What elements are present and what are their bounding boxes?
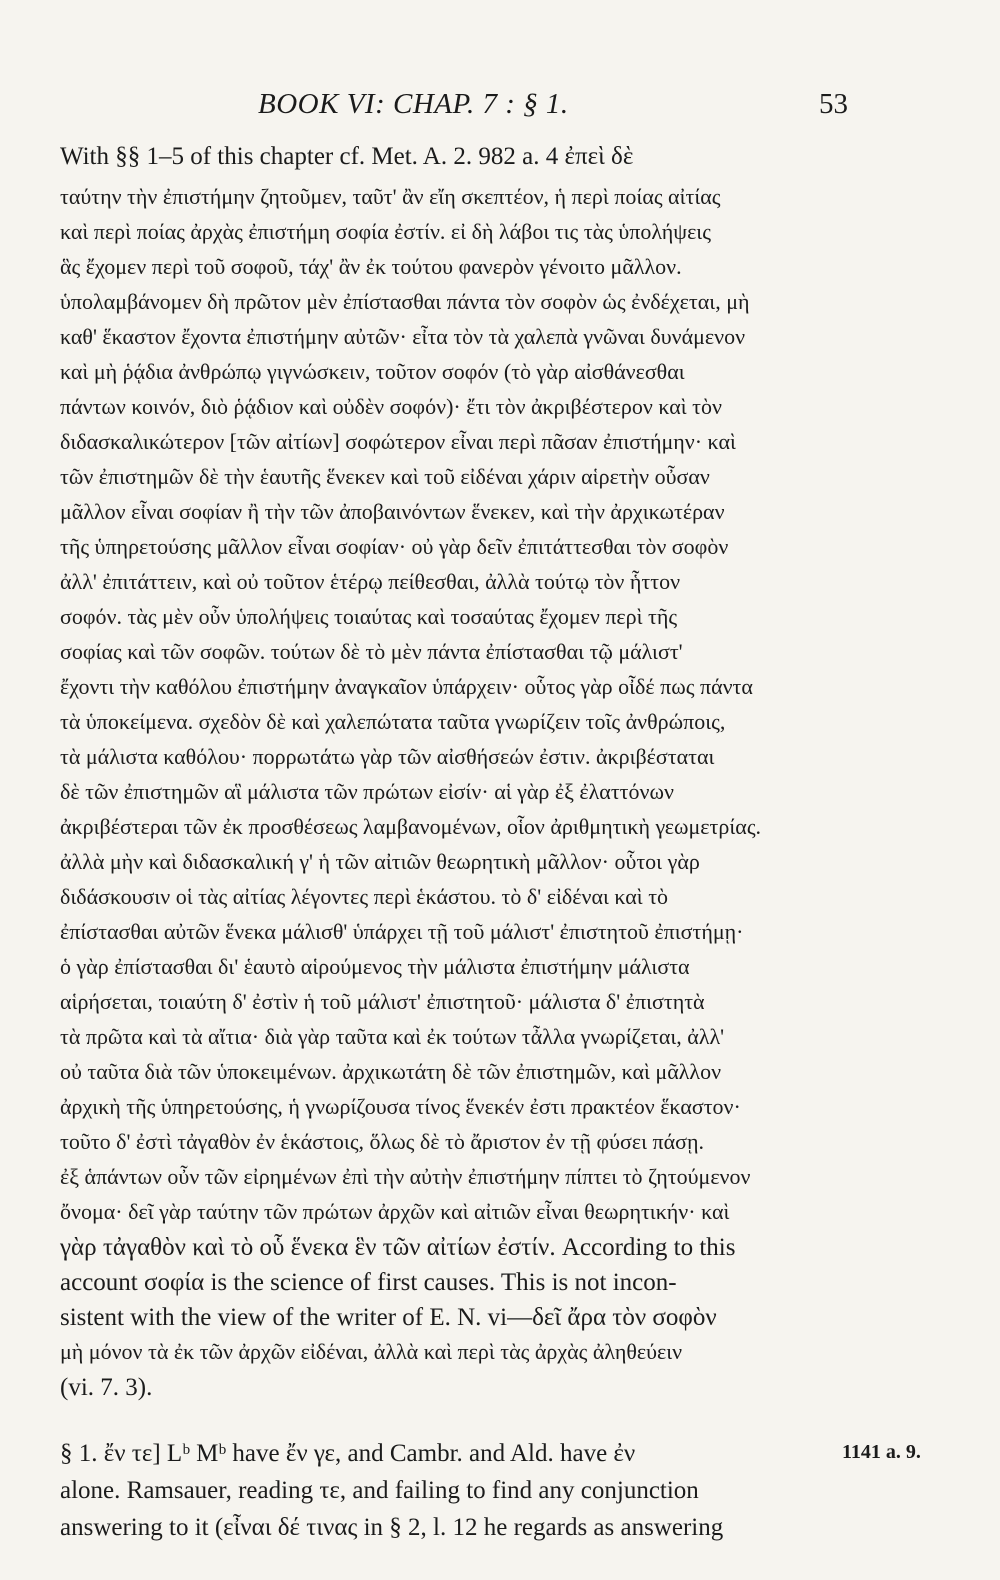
commentary-line: ἃς ἔχομεν περὶ τοῦ σοφοῦ, τάχ' ἂν ἐκ τούτου φανερὸν γένοιτο μᾶλλον. <box>60 254 682 279</box>
commentary-line: ἀλλ' ἐπιτάττειν, καὶ οὐ τοῦτον ἑτέρῳ πείθεσθαι, ἀλλὰ τούτῳ τὸν ἧττον <box>60 569 681 594</box>
commentary-line: μᾶλλον εἶναι σοφίαν ἢ τὴν τῶν ἀποβαινόντων ἕνεκεν, καὶ τὴν ἀρχικωτέραν <box>60 499 725 524</box>
commentary-line: δὲ τῶν ἐπιστημῶν αἳ μάλιστα τῶν πρώτων εἰσίν· αἱ γὰρ ἐξ ἐλαττόνων <box>60 779 674 804</box>
commentary-line: τὰ πρῶτα καὶ τὰ αἴτια· διὰ γὰρ ταῦτα καὶ ἐκ τούτων τἆλλα γνωρίζεται, ἀλλ' <box>60 1024 725 1049</box>
commentary-line: ταύτην τὴν ἐπιστήμην ζητοῦμεν, ταῦτ' ἂν εἴη σκεπτέον, ἡ περὶ ποίας αἰτίας <box>60 184 721 209</box>
commentary-line: ὄνομα· δεῖ γὰρ ταύτην τῶν πρώτων ἀρχῶν καὶ αἰτιῶν εἶναι θεωρητικήν· καὶ <box>60 1199 730 1224</box>
commentary-line: ἐπίστασθαι αὐτῶν ἕνεκα μάλισθ' ὑπάρχει τῇ τοῦ μάλιστ' ἐπιστητοῦ ἐπιστήμῃ· <box>60 919 744 944</box>
commentary-line: ἀκριβέστεραι τῶν ἐκ προσθέσεως λαμβανομένων, οἷον ἀριθμητικὴ γεωμετρίας. <box>60 814 762 839</box>
chapter-heading: BOOK VI: CHAP. 7 : § 1. <box>258 88 569 120</box>
commentary-line: ὑπολαμβάνομεν δὴ πρῶτον μὲν ἐπίστασθαι πάντα τὸν σοφὸν ὡς ἐνδέχεται, μὴ <box>60 289 750 314</box>
note-line: answering to it (εἶναι δέ τινας in § 2, l. 12 he regards as answering <box>60 1514 724 1541</box>
commentary-line: τῶν ἐπιστημῶν δὲ τὴν ἑαυτῆς ἕνεκεν καὶ τοῦ εἰδέναι χάριν αἱρετὴν οὖσαν <box>60 464 710 489</box>
commentary-line: ἀλλὰ μὴν καὶ διδασκαλική γ' ἡ τῶν αἰτιῶν θεωρητικὴ μᾶλλον· οὗτοι γὰρ <box>60 849 700 874</box>
commentary-line: ὁ γὰρ ἐπίστασθαι δι' ἑαυτὸ αἱρούμενος τὴν μάλιστα ἐπιστήμην μάλιστα <box>60 954 690 979</box>
commentary-line: account σοφία is the science of first causes. This is not incon- <box>60 1269 677 1296</box>
commentary-line: γὰρ τἀγαθὸν καὶ τὸ οὗ ἕνεκα ἓν τῶν αἰτίων ἐστίν. According to this <box>60 1234 736 1261</box>
page-number: 53 <box>819 88 848 120</box>
note-line: alone. Ramsauer, reading τε, and failing to find any conjunction <box>60 1477 699 1504</box>
commentary-line: ἔχοντι τὴν καθόλου ἐπιστήμην ἀναγκαῖον ὑπάρχειν· οὗτος γὰρ οἶδέ πως πάντα <box>60 674 753 699</box>
commentary-line: καθ' ἕκαστον ἔχοντα ἐπιστήμην αὐτῶν· εἶτα τὸν τὰ χαλεπὰ γνῶναι δυνάμενον <box>60 324 746 349</box>
commentary-line: σοφόν. τὰς μὲν οὖν ὑπολήψεις τοιαύτας καὶ τοσαύτας ἔχομεν περὶ τῆς <box>60 604 678 629</box>
commentary-line: sistent with the view of the writer of E. N. vi—δεῖ ἄρα τὸν σοφὸν <box>60 1304 717 1331</box>
running-head <box>258 88 848 128</box>
commentary-line: τοῦτο δ' ἐστὶ τἀγαθὸν ἐν ἑκάστοις, ὅλως δὲ τὸ ἄριστον ἐν τῇ φύσει πάσῃ. <box>60 1129 705 1154</box>
commentary-line: τῆς ὑπηρετούσης μᾶλλον εἶναι σοφίαν· οὐ γὰρ δεῖν ἐπιτάττεσθαι τὸν σοφὸν <box>60 534 729 559</box>
commentary-line: ἐξ ἁπάντων οὖν τῶν εἰρημένων ἐπὶ τὴν αὐτὴν ἐπιστήμην πίπτει τὸ ζητούμενον <box>60 1164 751 1189</box>
commentary-line: With §§ 1–5 of this chapter cf. Met. A. 2. 982 a. 4 ἐπεὶ δὲ <box>60 143 634 170</box>
commentary-line: καὶ περὶ ποίας ἀρχὰς ἐπιστήμη σοφία ἐστίν. εἰ δὴ λάβοι τις τὰς ὑπολήψεις <box>60 219 711 244</box>
commentary-line: τὰ ὑποκείμενα. σχεδὸν δὲ καὶ χαλεπώτατα ταῦτα γνωρίζειν τοῖς ἀνθρώποις, <box>60 709 726 734</box>
commentary-line: διδασκαλικώτερον [τῶν αἰτίων] σοφώτερον εἶναι περὶ πᾶσαν ἐπιστήμην· καὶ <box>60 429 736 454</box>
commentary-line: ἀρχικὴ τῆς ὑπηρετούσης, ἡ γνωρίζουσα τίνος ἕνεκέν ἐστι πρακτέον ἕκαστον· <box>60 1094 741 1119</box>
note-line: § 1. ἔν τε] Lᵇ Mᵇ have ἔν γε, and Cambr. and Ald. have ἐν <box>60 1440 636 1467</box>
commentary-line: αἱρήσεται, τοιαύτη δ' ἐστὶν ἡ τοῦ μάλιστ' ἐπιστητοῦ· μάλιστα δ' ἐπιστητὰ <box>60 989 705 1014</box>
commentary-line: διδάσκουσιν οἱ τὰς αἰτίας λέγοντες περὶ ἑκάστου. τὸ δ' εἰδέναι καὶ τὸ <box>60 884 669 909</box>
commentary-line: (vi. 7. 3). <box>60 1374 153 1401</box>
commentary-line: τὰ μάλιστα καθόλου· πορρωτάτω γὰρ τῶν αἰσθήσεών ἐστιν. ἀκριβέσταται <box>60 744 715 769</box>
margin-reference: 1141 a. 9. <box>842 1441 921 1463</box>
commentary-line: καὶ μὴ ῥᾴδια ἀνθρώπῳ γιγνώσκειν, τοῦτον σοφόν (τὸ γὰρ αἰσθάνεσθαι <box>60 359 685 384</box>
commentary-line: πάντων κοινόν, διὸ ῥᾴδιον καὶ οὐδὲν σοφόν)· ἔτι τὸν ἀκριβέστερον καὶ τὸν <box>60 394 722 419</box>
commentary-line: μὴ μόνον τὰ ἐκ τῶν ἀρχῶν εἰδέναι, ἀλλὰ καὶ περὶ τὰς ἀρχὰς ἀληθεύειν <box>60 1339 683 1364</box>
commentary-line: οὐ ταῦτα διὰ τῶν ὑποκειμένων. ἀρχικωτάτη δὲ τῶν ἐπιστημῶν, καὶ μᾶλλον <box>60 1059 722 1084</box>
commentary-line: σοφίας καὶ τῶν σοφῶν. τούτων δὲ τὸ μὲν πάντα ἐπίστασθαι τῷ μάλιστ' <box>60 639 683 664</box>
